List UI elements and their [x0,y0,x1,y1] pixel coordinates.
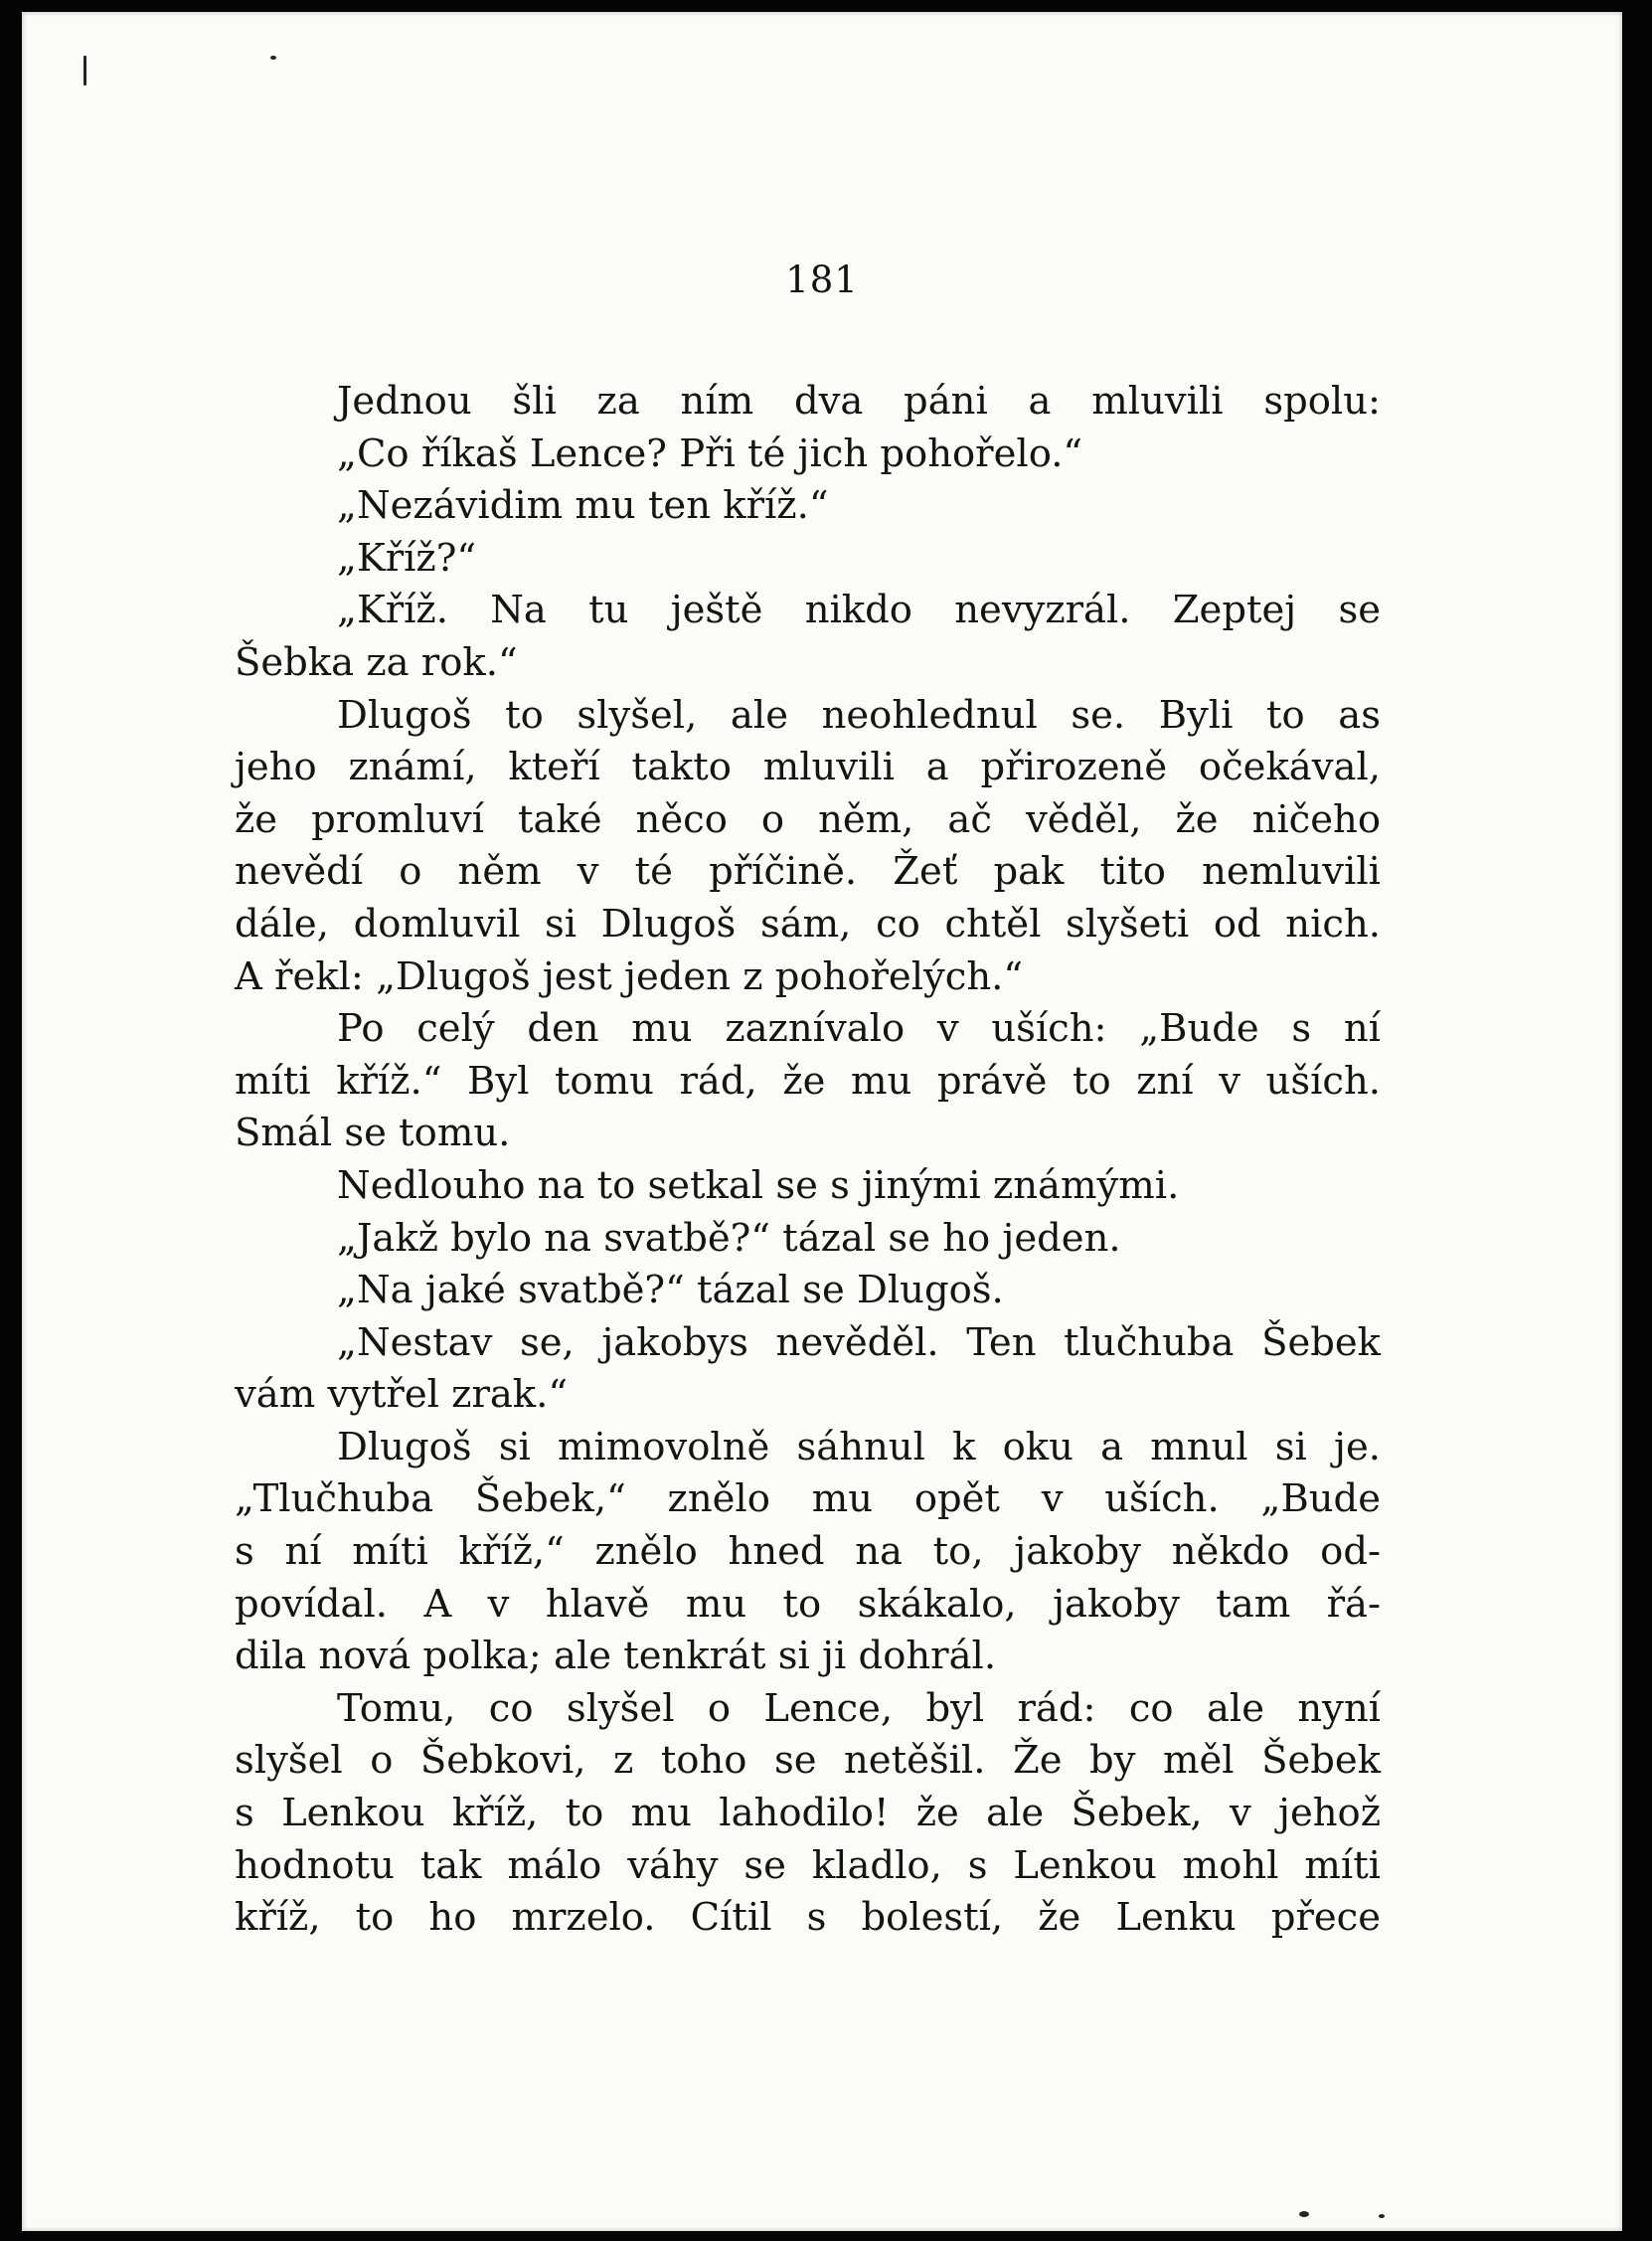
scan-speck [1379,2214,1385,2218]
text-line: hodnotu tak málo váhy se kladlo, s Lenkou mohl míti [235,1842,1381,1888]
body-text [235,376,1381,1945]
text-line: „Na jaké svatbě?“ tázal se Dlugoš. [337,1268,1004,1313]
text-line: A řekl: „Dlugoš jest jeden z pohořelých.“ [235,953,1024,999]
text-line: vám vytřel zrak.“ [235,1372,569,1418]
text-line: míti kříž.“ Byl tomu rád, že mu právě to zní v uších. [235,1058,1381,1104]
scan-speck [1299,2211,1309,2217]
text-line: s ní míti kříž,“ znělo hned na to, jakoby někdo od- [235,1529,1381,1575]
text-line: dila nová polka; ale tenkrát si ji dohrál. [235,1634,997,1679]
text-line: Tomu, co slyšel o Lence, byl rád: co ale nyní [337,1685,1381,1731]
scan-speck [270,56,276,60]
text-line: nevědí o něm v té příčině. Žeť pak tito nemluvili [235,849,1381,895]
text-line: „Jakž bylo na svatbě?“ tázal se ho jeden. [337,1215,1121,1261]
text-line: „Nestav se, jakobys nevěděl. Ten tlučhuba Šebek [337,1319,1381,1365]
text-line: kříž, to ho mrzelo. Cítil s bolestí, že Lenku přece [235,1895,1381,1941]
scan-speck [83,56,86,86]
page-number: 181 [785,259,859,301]
text-line: „Nezávidim mu ten kříž.“ [337,483,829,529]
text-line: povídal. A v hlavě mu to skákalo, jakoby tam řá- [235,1581,1381,1627]
text-line: „Kříž?“ [337,535,477,581]
text-line: slyšel o Šebkovi, z toho se netěšil. Že by měl Šebek [235,1738,1381,1784]
text-line: Smál se tomu. [235,1111,511,1156]
text-line: „Kříž. Na tu ještě nikdo nevyzrál. Zeptej se [337,588,1381,633]
text-line: s Lenkou kříž, to mu lahodilo! že ale Šebek, v jehož [235,1791,1381,1836]
text-line: Po celý den mu zaznívalo v uších: „Bude s ní [337,1006,1381,1052]
text-line: Nedlouho na to setkal se s jinými známými. [337,1162,1180,1208]
text-line: Dlugoš to slyšel, ale neohlednul se. Byli to as [337,692,1381,738]
book-page [22,12,1622,2231]
text-line: že promluví také něco o něm, ač věděl, že ničeho [235,796,1381,842]
text-line: „Tlučhuba Šebek,“ znělo mu opět v uších. „Bude [235,1476,1381,1522]
text-line: Jednou šli za ním dva páni a mluvili spolu: [337,379,1381,424]
text-line: dále, domluvil si Dlugoš sám, co chtěl slyšeti od nich. [235,901,1381,947]
text-line: jeho známí, kteří takto mluvili a přirozeně očekával, [235,745,1381,790]
text-line: Šebka za rok.“ [235,639,518,685]
text-line: Dlugoš si mimovolně sáhnul k oku a mnul si je. [337,1424,1381,1469]
text-line: „Co říkaš Lence? Při té jich pohořelo.“ [337,431,1083,476]
